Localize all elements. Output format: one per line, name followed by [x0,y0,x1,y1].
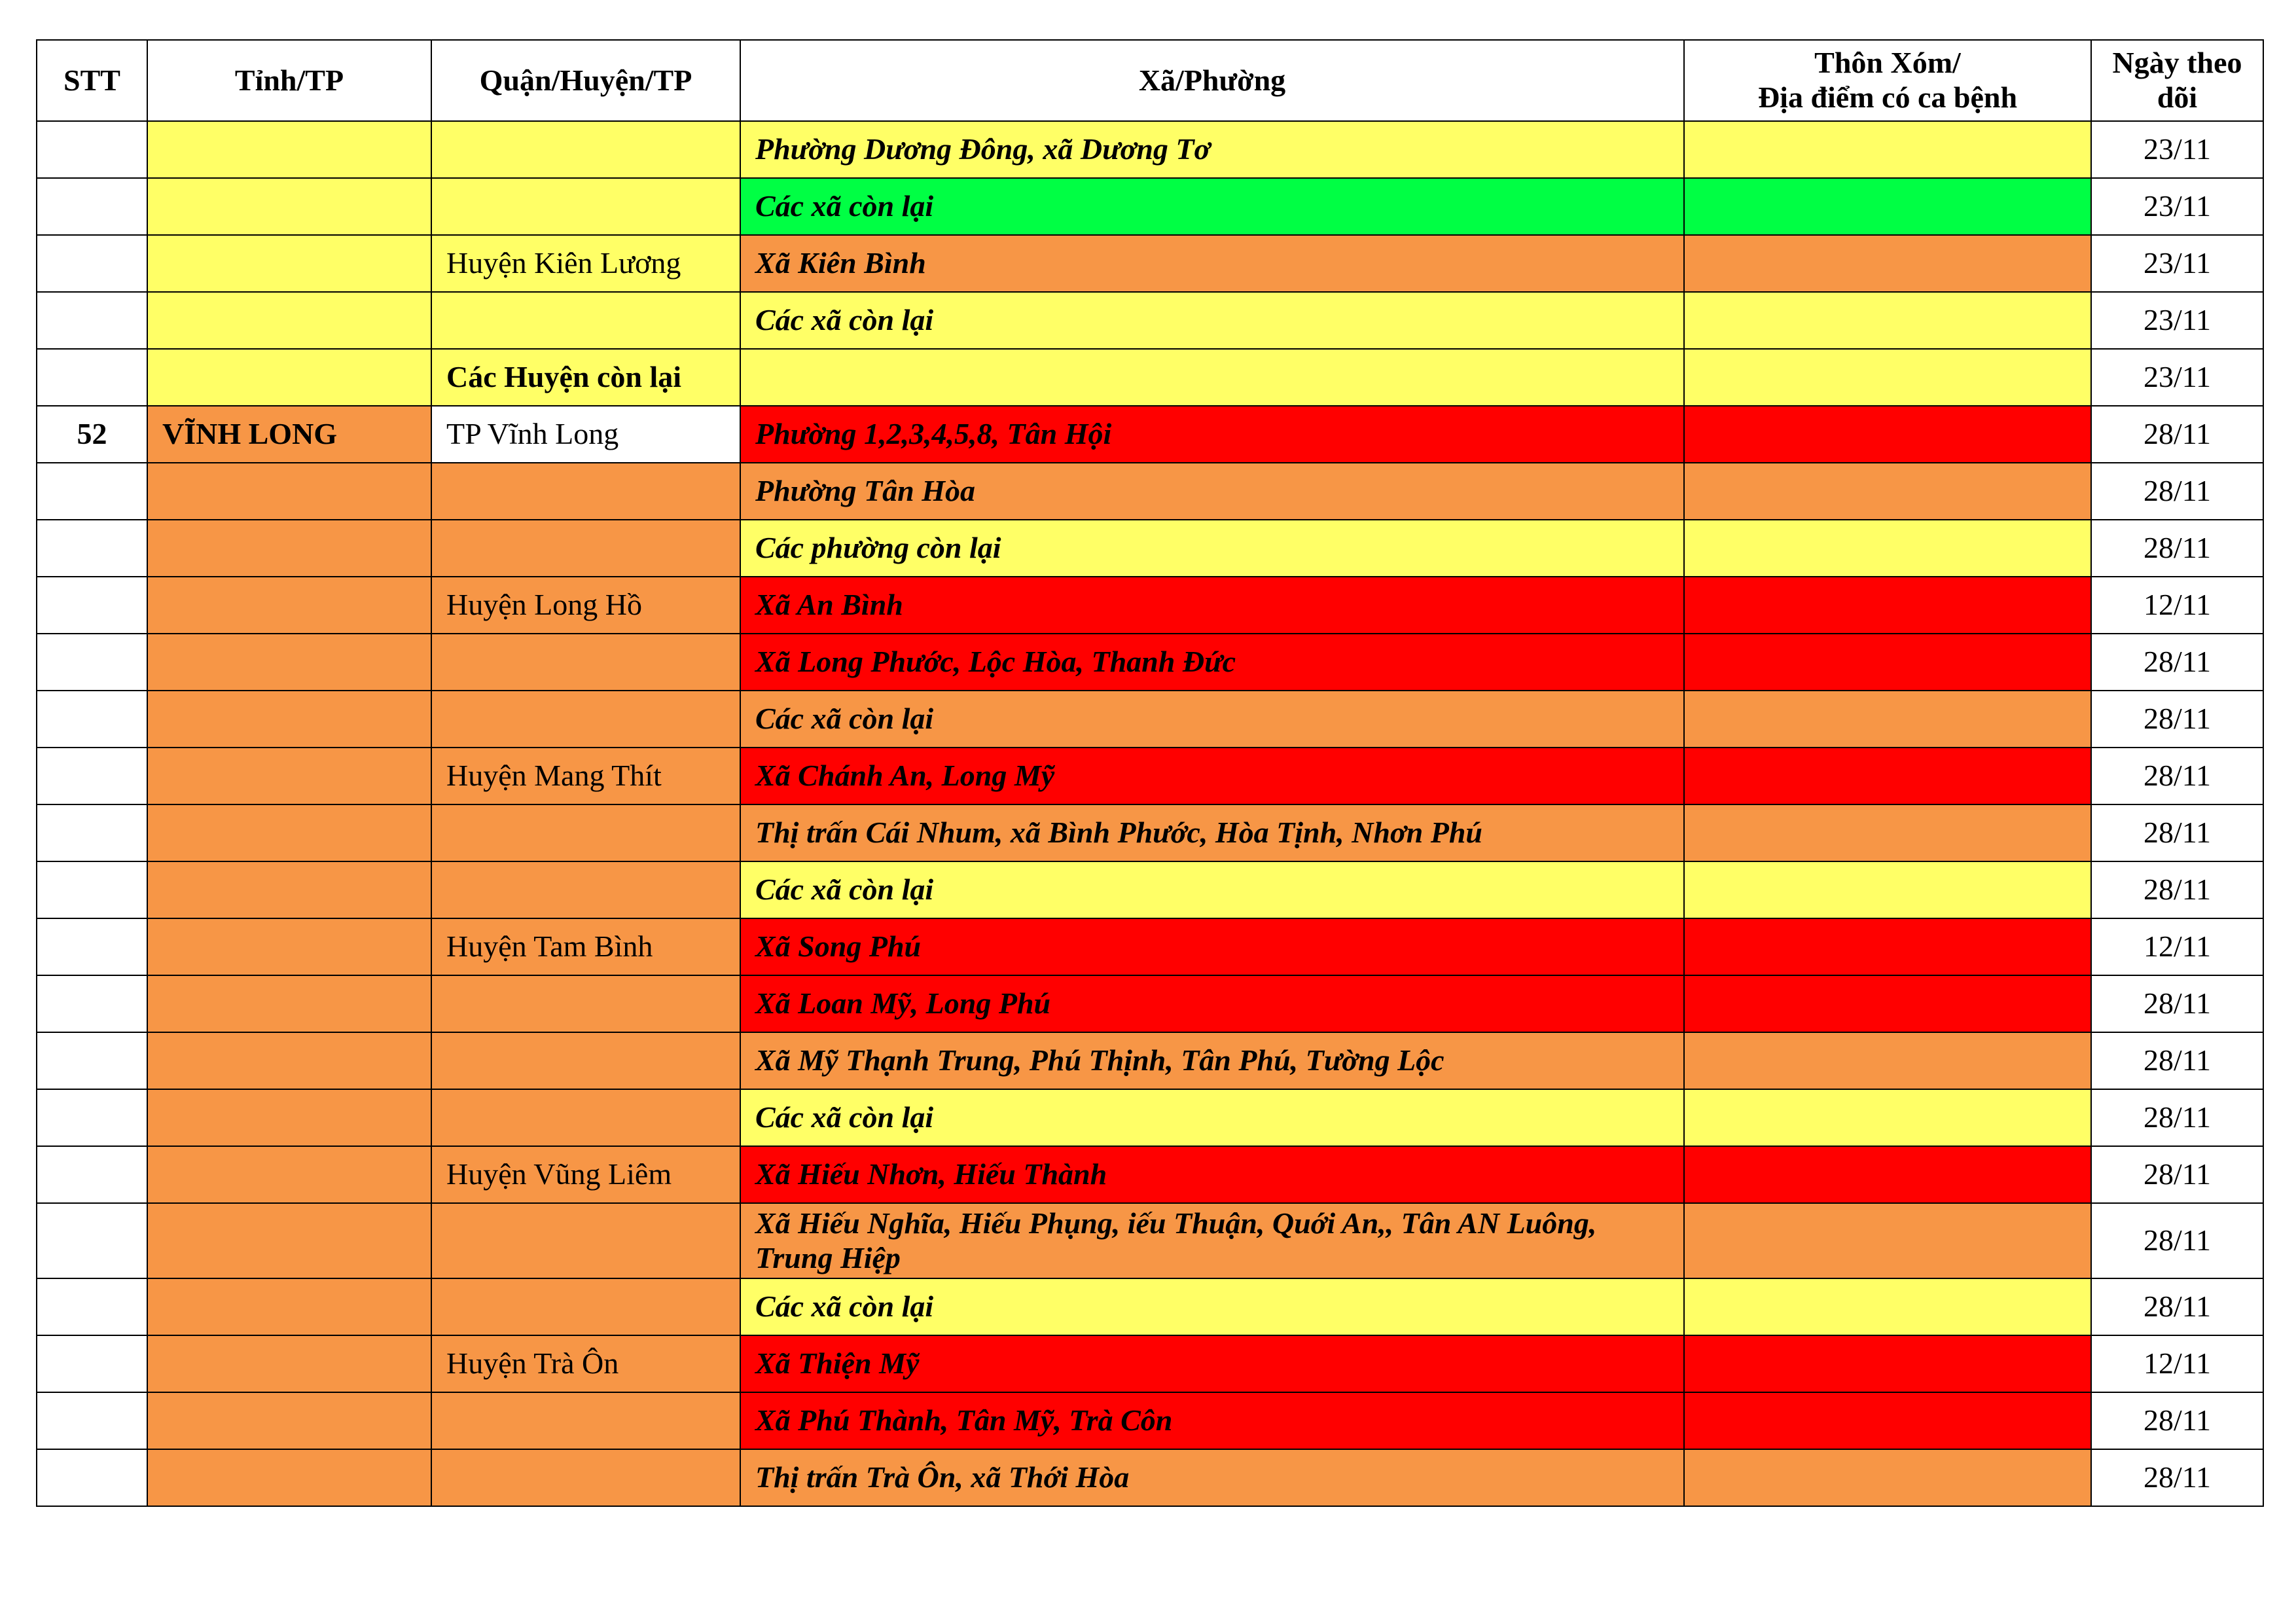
cell-stt [37,520,147,577]
table-row [37,748,2263,804]
cell-date: 23/11 [2091,292,2263,349]
cell-hamlet [1684,804,2091,861]
cell-ward: Các xã còn lại [740,1278,1684,1335]
cell-district: Huyện Trà Ôn [431,1335,740,1392]
cell-ward: Các phường còn lại [740,520,1684,577]
cell-hamlet [1684,121,2091,178]
cell-province [147,748,431,804]
cell-district [431,861,740,918]
cell-date: 28/11 [2091,634,2263,691]
cell-date: 28/11 [2091,804,2263,861]
cell-stt [37,804,147,861]
cell-hamlet [1684,748,2091,804]
cell-province [147,235,431,292]
cell-date: 28/11 [2091,463,2263,520]
cell-ward: Xã Phú Thành, Tân Mỹ, Trà Côn [740,1392,1684,1449]
cell-stt [37,577,147,634]
cell-ward: Xã Thiện Mỹ [740,1335,1684,1392]
cell-stt [37,748,147,804]
cell-province [147,1032,431,1089]
cell-province [147,292,431,349]
cell-province [147,121,431,178]
cell-date: 23/11 [2091,121,2263,178]
cell-province [147,861,431,918]
cell-province [147,1278,431,1335]
cell-district: Huyện Vũng Liêm [431,1146,740,1203]
cell-stt [37,1146,147,1203]
cell-hamlet [1684,1449,2091,1506]
cell-hamlet [1684,520,2091,577]
cell-ward: Xã Kiên Bình [740,235,1684,292]
cell-hamlet [1684,1032,2091,1089]
cell-district [431,1203,740,1278]
cell-district [431,178,740,235]
cell-date: 12/11 [2091,918,2263,975]
cell-stt [37,1032,147,1089]
table-row [37,1203,2263,1278]
cell-hamlet [1684,178,2091,235]
cell-province [147,1335,431,1392]
cell-date: 23/11 [2091,178,2263,235]
header-date-line2: dõi [2157,81,2198,114]
header-province: Tỉnh/TP [147,40,431,121]
cell-ward: Xã Mỹ Thạnh Trung, Phú Thịnh, Tân Phú, Tường Lộc [740,1032,1684,1089]
cell-stt [37,975,147,1032]
cell-ward: Phường Tân Hòa [740,463,1684,520]
cell-ward: Xã Loan Mỹ, Long Phú [740,975,1684,1032]
cell-district [431,1392,740,1449]
cell-date: 12/11 [2091,577,2263,634]
header-row [37,40,2263,121]
cell-ward: Các xã còn lại [740,691,1684,748]
cell-hamlet [1684,1278,2091,1335]
cell-hamlet [1684,634,2091,691]
table-row [37,349,2263,406]
cell-stt: 52 [37,406,147,463]
cell-date: 28/11 [2091,1032,2263,1089]
cell-hamlet [1684,1146,2091,1203]
cell-stt [37,463,147,520]
cell-district [431,463,740,520]
cell-ward: Phường Dương Đông, xã Dương Tơ [740,121,1684,178]
header-date-line1: Ngày theo [2112,46,2242,80]
cell-ward [740,349,1684,406]
cell-ward: Thị trấn Cái Nhum, xã Bình Phước, Hòa Tịnh, Nhơn Phú [740,804,1684,861]
header-hamlet [1684,40,2091,121]
cell-date: 23/11 [2091,349,2263,406]
cell-hamlet [1684,1392,2091,1449]
table-row [37,292,2263,349]
header-hamlet-line1: Thôn Xóm/ [1814,46,1961,80]
header-stt: STT [37,40,147,121]
cell-province: VĨNH LONG [147,406,431,463]
table-row [37,861,2263,918]
cell-stt [37,1278,147,1335]
header-ward: Xã/Phường [740,40,1684,121]
cell-province [147,634,431,691]
cell-district: Huyện Long Hồ [431,577,740,634]
cell-province [147,463,431,520]
cell-date: 28/11 [2091,975,2263,1032]
table-row [37,1449,2263,1506]
cell-district [431,804,740,861]
table-row [37,975,2263,1032]
cell-ward: Các xã còn lại [740,1089,1684,1146]
cell-hamlet [1684,1089,2091,1146]
cell-ward: Các xã còn lại [740,292,1684,349]
cell-province [147,1203,431,1278]
cell-province [147,691,431,748]
cell-district: Huyện Kiên Lương [431,235,740,292]
cell-stt [37,634,147,691]
cell-district [431,121,740,178]
cell-district [431,292,740,349]
table-row [37,1032,2263,1089]
cell-hamlet [1684,349,2091,406]
cell-stt [37,691,147,748]
table-row [37,804,2263,861]
cell-district: Các Huyện còn lại [431,349,740,406]
cell-hamlet [1684,235,2091,292]
cell-stt [37,861,147,918]
cell-date: 12/11 [2091,1335,2263,1392]
cell-hamlet [1684,861,2091,918]
cell-province [147,1392,431,1449]
cell-ward: Phường 1,2,3,4,5,8, Tân Hội [740,406,1684,463]
cell-stt [37,918,147,975]
cell-date: 28/11 [2091,520,2263,577]
cell-stt [37,235,147,292]
cell-stt [37,349,147,406]
cell-ward: Các xã còn lại [740,861,1684,918]
cell-district [431,691,740,748]
cell-ward: Xã Hiếu Nhơn, Hiếu Thành [740,1146,1684,1203]
cell-ward: Xã An Bình [740,577,1684,634]
cell-hamlet [1684,577,2091,634]
table-row [37,1278,2263,1335]
cell-province [147,975,431,1032]
cell-province [147,349,431,406]
cell-ward: Xã Long Phước, Lộc Hòa, Thanh Đức [740,634,1684,691]
cell-district: Huyện Tam Bình [431,918,740,975]
cell-district: TP Vĩnh Long [431,406,740,463]
header-date [2091,40,2263,121]
cell-date: 28/11 [2091,861,2263,918]
cell-hamlet [1684,1203,2091,1278]
cell-hamlet [1684,975,2091,1032]
cell-hamlet [1684,918,2091,975]
table-row [37,121,2263,178]
cell-hamlet [1684,463,2091,520]
table-row [37,1335,2263,1392]
cell-province [147,918,431,975]
cell-stt [37,1335,147,1392]
cell-date: 23/11 [2091,235,2263,292]
table-row [37,691,2263,748]
cell-date: 28/11 [2091,1392,2263,1449]
table-row [37,406,2263,463]
cell-district [431,1032,740,1089]
cell-province [147,577,431,634]
table-row [37,178,2263,235]
cell-hamlet [1684,406,2091,463]
cell-date: 28/11 [2091,1146,2263,1203]
cell-hamlet [1684,292,2091,349]
header-hamlet-line2: Địa điểm có ca bệnh [1757,81,2018,114]
cell-stt [37,1392,147,1449]
cell-district [431,1278,740,1335]
table-row [37,1089,2263,1146]
table-row [37,1392,2263,1449]
cell-district [431,975,740,1032]
cell-province [147,804,431,861]
cell-ward: Xã Song Phú [740,918,1684,975]
header-district: Quận/Huyện/TP [431,40,740,121]
cell-date: 28/11 [2091,1278,2263,1335]
cell-district [431,634,740,691]
cell-date: 28/11 [2091,406,2263,463]
cell-ward: Thị trấn Trà Ôn, xã Thới Hòa [740,1449,1684,1506]
table-row [37,520,2263,577]
cell-date: 28/11 [2091,691,2263,748]
cell-date: 28/11 [2091,1449,2263,1506]
cell-stt [37,1203,147,1278]
cell-stt [37,1089,147,1146]
cell-stt [37,1449,147,1506]
cell-province [147,520,431,577]
cell-hamlet [1684,691,2091,748]
cell-stt [37,121,147,178]
cell-district [431,1089,740,1146]
cell-ward: Xã Chánh An, Long Mỹ [740,748,1684,804]
table-row [37,235,2263,292]
table-row [37,577,2263,634]
table-row [37,634,2263,691]
cell-province [147,1146,431,1203]
table-row [37,918,2263,975]
cell-province [147,1449,431,1506]
cell-stt [37,178,147,235]
cell-ward: Xã Hiếu Nghĩa, Hiếu Phụng, iếu Thuận, Quới An,, Tân AN Luông, Trung Hiệp [740,1203,1684,1278]
cell-stt [37,292,147,349]
cell-province [147,1089,431,1146]
cell-district [431,520,740,577]
cell-district [431,1449,740,1506]
table-row [37,463,2263,520]
table-row [37,1146,2263,1203]
cell-ward: Các xã còn lại [740,178,1684,235]
cell-date: 28/11 [2091,748,2263,804]
risk-level-table [36,39,2264,1507]
sheet [36,39,2264,1507]
cell-date: 28/11 [2091,1203,2263,1278]
cell-district: Huyện Mang Thít [431,748,740,804]
cell-hamlet [1684,1335,2091,1392]
cell-province [147,178,431,235]
cell-date: 28/11 [2091,1089,2263,1146]
